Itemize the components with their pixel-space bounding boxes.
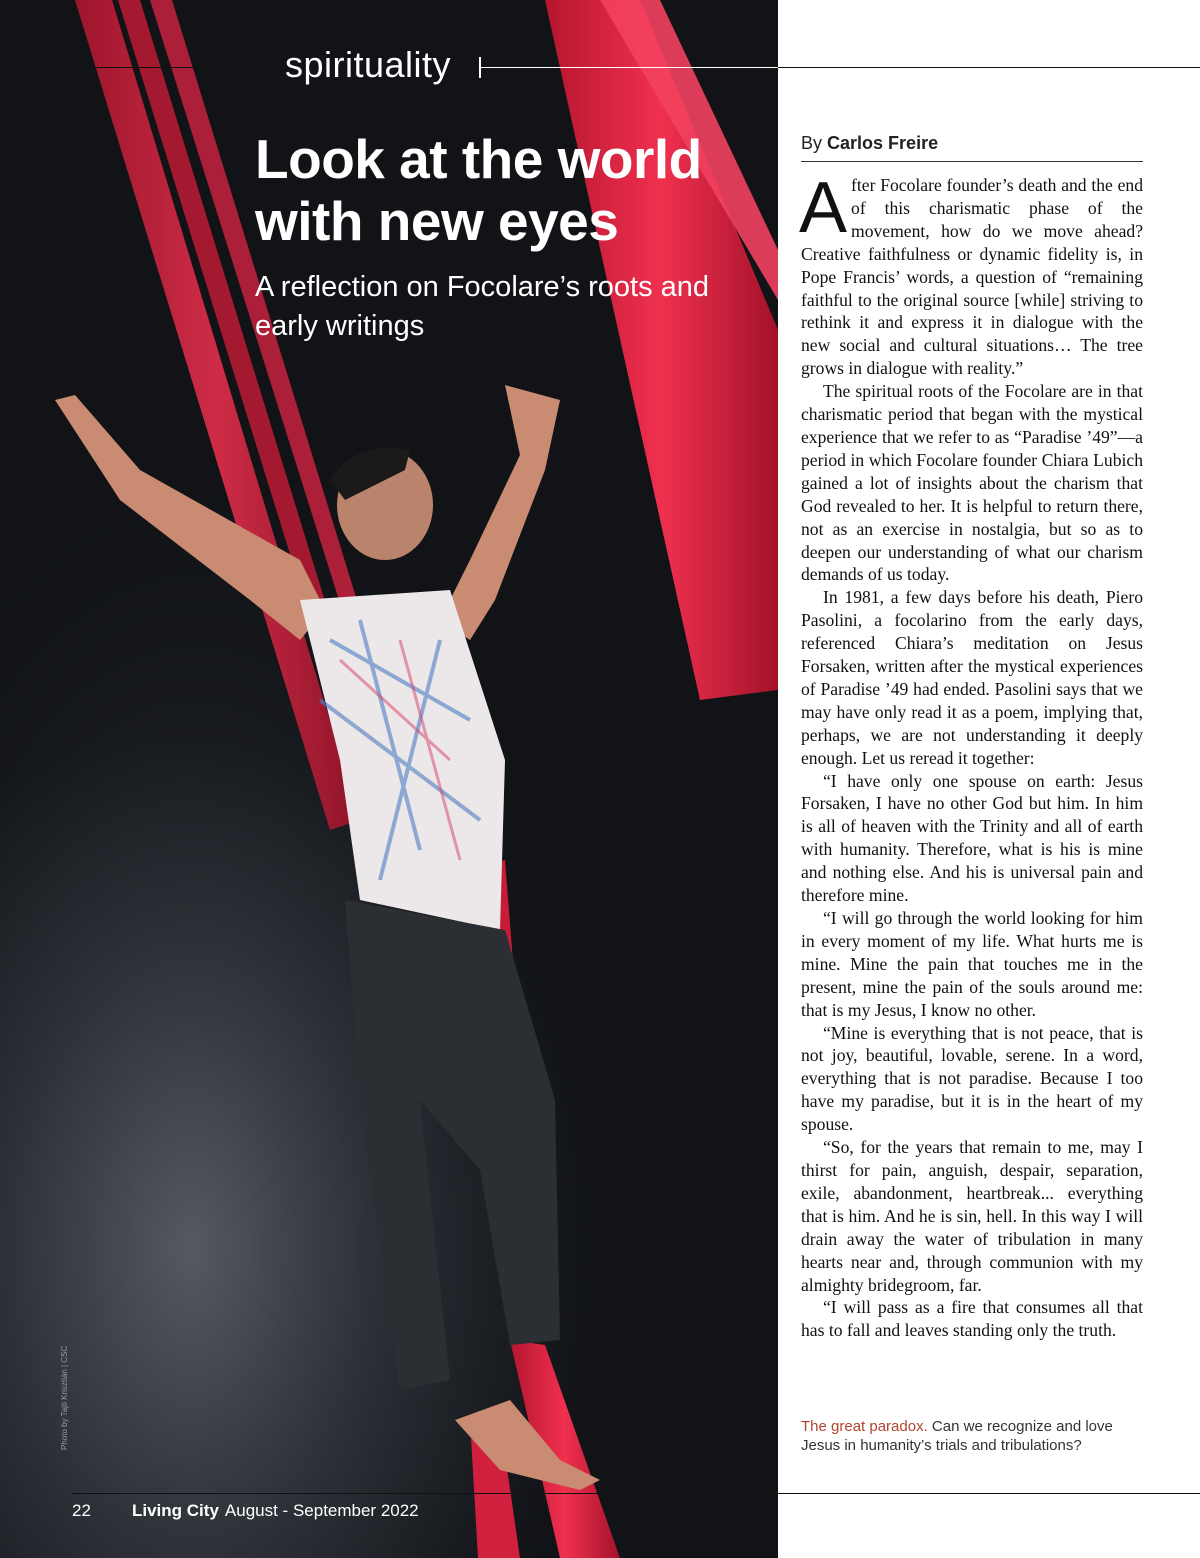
section-label: spirituality (285, 44, 452, 85)
article-subheadline: A reflection on Focolare’s roots and early writings (255, 271, 710, 342)
header-rule-left (72, 67, 258, 68)
header-rule-tick (258, 57, 259, 78)
byline-rule (801, 161, 1143, 162)
byline-prefix: By (801, 133, 823, 153)
article-paragraph: “I will go through the world looking for him in every moment of my life. What hurts me is mine. Mine the pain that touches me in the present, mine the pain of the souls around me: that is my Jesus, I know no other. (801, 908, 1143, 1020)
page-number: 22 (72, 1501, 91, 1520)
caption-text: Can we recognize and love Jesus in humanity’s trials and tribulations? (801, 1418, 1113, 1454)
magazine-name: Living City (132, 1501, 219, 1520)
article-paragraph: “So, for the years that remain to me, may I thirst for pain, anguish, despair, separation, exile, abandonment, heartbreak... everything that is him. And he is sin, hell. In this way I will drain away the water of tribulation in many hearts near and, through communion with my almighty bridegroom, far. (801, 1137, 1143, 1295)
footer-rule (72, 1493, 1200, 1494)
article-paragraph: “I will pass as a fire that consumes all that has to fall and leaves standing only the truth. (801, 1297, 1143, 1341)
drop-cap: A (799, 168, 848, 248)
article-body (799, 168, 1143, 1342)
photo-credit: Photo by Tajti Krisztián | CSC (60, 1345, 69, 1450)
article-paragraph: After Focolare founder’s death and the end of this charismatic phase of the movement, how do we move ahead? Creative faithfulness or dynamic fidelity is, in Pope Francis’ words, a question of “remaining faithful to the original source [while] striving to rethink it and express it in dialogue with the new social and cultural situations… The tree grows in dialogue with reality.” (799, 168, 1143, 379)
issue-date: August - September 2022 (224, 1501, 419, 1520)
article-paragraph: “I have only one spouse on earth: Jesus Forsaken, I have no other God but him. In him is all of heaven with the Trinity and all of earth with humanity. Therefore, what is his is mine and nothing else. And his is universal pain and therefore mine. (801, 770, 1143, 906)
byline (801, 133, 938, 154)
article-headline: Look at the world with new eyes (255, 128, 702, 252)
article-paragraph: The spiritual roots of the Focolare are in that charismatic period that began with the mystical experience that we refer to as “Paradise ’49”—a period in which Focolare founder Chiara Lubich gained a lot of insights about the charism that God revealed to her. It is helpful to return there, not as an exercise in nostalgia, but so as to deepen our understanding of what our charism demands of us today. (801, 381, 1143, 585)
article-paragraph: In 1981, a few days before his death, Piero Pasolini, a focolarino from the early days, referenced Chiara’s meditation on Jesus Forsaken, written after the mystical experiences of Paradise ’49 had ended. Pasolini says that we may have only read it as a poem, implying that, perhaps, we are not understanding it deeply enough. Let us reread it together: (801, 587, 1143, 768)
article-paragraph: “Mine is everything that is not peace, that is not joy, beautiful, lovable, serene. In a word, everything that is not paradise. Because I too have my paradise, but it is in the heart of my spouse. (801, 1022, 1143, 1135)
caption-lead: The great paradox. (801, 1418, 928, 1435)
header-rule-right-column (778, 67, 1200, 68)
page-footer (72, 1501, 419, 1521)
photo-caption (801, 1417, 1146, 1455)
byline-author: Carlos Freire (827, 133, 939, 153)
